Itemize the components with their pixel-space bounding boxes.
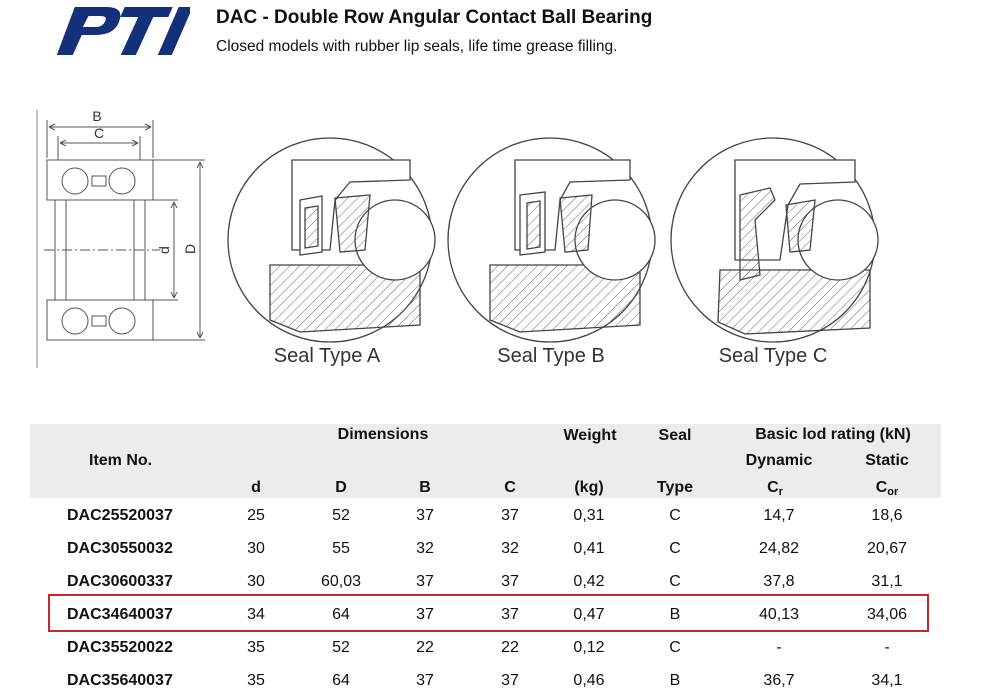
table-row bbox=[0, 535, 999, 567]
cell-seal: B bbox=[669, 672, 681, 689]
pti-logo bbox=[56, 2, 190, 60]
col-header-item: Item No. bbox=[89, 452, 153, 469]
item-number: DAC34640037 bbox=[67, 606, 173, 623]
cell-C: 37 bbox=[501, 672, 519, 689]
cell-dynamic: 24,82 bbox=[758, 540, 800, 557]
cell-weight: 0,31 bbox=[573, 507, 605, 524]
cell-dynamic: 37,8 bbox=[763, 573, 795, 590]
cell-B: 37 bbox=[416, 573, 434, 590]
cell-weight: 0,42 bbox=[573, 573, 605, 590]
dim-label-C: C bbox=[93, 125, 105, 141]
col-header-B: B bbox=[419, 479, 431, 496]
col-header-static: Static bbox=[865, 452, 909, 469]
cell-d: 34 bbox=[247, 606, 265, 623]
cell-B: 37 bbox=[416, 672, 434, 689]
cell-weight: 0,47 bbox=[573, 606, 605, 623]
col-header-d: d bbox=[251, 479, 261, 496]
cell-D: 52 bbox=[332, 507, 350, 524]
cell-B: 37 bbox=[416, 507, 434, 524]
cell-D: 64 bbox=[332, 606, 350, 623]
item-number: DAC35520022 bbox=[67, 639, 173, 656]
cell-d: 35 bbox=[247, 639, 265, 656]
col-header-seal: Seal bbox=[658, 427, 692, 444]
cell-dynamic: 36,7 bbox=[763, 672, 795, 689]
col-header-cor: $C_{or}$ bbox=[875, 479, 899, 498]
col-header-rating: Basic lod rating (kN) bbox=[755, 426, 911, 443]
cell-B: 22 bbox=[416, 639, 434, 656]
cell-C: 37 bbox=[501, 573, 519, 590]
seal-type-c-drawing bbox=[671, 138, 878, 342]
cell-C: 37 bbox=[501, 507, 519, 524]
highlight-box bbox=[48, 594, 929, 632]
col-header-weight: Weight bbox=[563, 427, 617, 444]
cell-static: 18,6 bbox=[871, 507, 903, 524]
cell-D: 60,03 bbox=[320, 573, 362, 590]
dim-label-B: B bbox=[92, 108, 102, 124]
col-header-weight-unit: (kg) bbox=[574, 479, 604, 496]
table-row bbox=[0, 667, 999, 699]
cell-B: 32 bbox=[416, 540, 434, 557]
col-header-cr: $C_r$ bbox=[767, 479, 783, 498]
cell-C: 37 bbox=[501, 606, 519, 623]
cell-d: 30 bbox=[247, 573, 265, 590]
cell-C: 32 bbox=[501, 540, 519, 557]
dim-label-d: d bbox=[156, 246, 172, 254]
cell-C: 22 bbox=[501, 639, 519, 656]
cell-seal: B bbox=[669, 606, 681, 623]
cell-seal: C bbox=[669, 507, 681, 524]
col-header-dynamic: Dynamic bbox=[745, 452, 813, 469]
bearing-drawings bbox=[0, 100, 999, 400]
item-number: DAC25520037 bbox=[67, 507, 173, 524]
cell-dynamic: 14,7 bbox=[763, 507, 795, 524]
col-header-seal-type: Type bbox=[656, 479, 694, 496]
col-header-dimensions: Dimensions bbox=[337, 426, 429, 443]
bearing-cross-section bbox=[37, 110, 205, 368]
table-row bbox=[0, 502, 999, 534]
seal-type-b-drawing bbox=[448, 138, 655, 342]
cell-weight: 0,41 bbox=[573, 540, 605, 557]
cell-D: 55 bbox=[332, 540, 350, 557]
cell-d: 25 bbox=[247, 507, 265, 524]
cell-seal: C bbox=[669, 573, 681, 590]
cell-static: 31,1 bbox=[871, 573, 903, 590]
cell-D: 52 bbox=[332, 639, 350, 656]
item-number: DAC35640037 bbox=[67, 672, 173, 689]
cell-static: 20,67 bbox=[866, 540, 908, 557]
cell-seal: C bbox=[669, 540, 681, 557]
item-number: DAC30600337 bbox=[67, 573, 173, 590]
dim-label-D: D bbox=[182, 243, 198, 254]
seal-type-a-label: Seal Type A bbox=[273, 345, 381, 367]
page-subtitle: Closed models with rubber lip seals, life time grease filling. bbox=[216, 38, 618, 55]
cell-D: 64 bbox=[332, 672, 350, 689]
cell-d: 35 bbox=[247, 672, 265, 689]
page-title: DAC - Double Row Angular Contact Ball Bearing bbox=[216, 7, 653, 28]
cell-static: - bbox=[884, 639, 890, 656]
cell-d: 30 bbox=[247, 540, 265, 557]
cell-dynamic: 40,13 bbox=[758, 606, 800, 623]
cell-seal: C bbox=[669, 639, 681, 656]
cell-static: 34,1 bbox=[871, 672, 903, 689]
seal-type-a-drawing bbox=[228, 138, 435, 342]
cell-dynamic: - bbox=[776, 639, 782, 656]
table-row bbox=[0, 634, 999, 666]
seal-type-b-label: Seal Type B bbox=[497, 345, 605, 367]
seal-type-c-label: Seal Type C bbox=[718, 345, 828, 367]
item-number: DAC30550032 bbox=[67, 540, 173, 557]
cell-B: 37 bbox=[416, 606, 434, 623]
col-header-C: C bbox=[504, 479, 516, 496]
cell-weight: 0,46 bbox=[573, 672, 605, 689]
col-header-D: D bbox=[335, 479, 347, 496]
cell-weight: 0,12 bbox=[573, 639, 605, 656]
cell-static: 34,06 bbox=[866, 606, 908, 623]
